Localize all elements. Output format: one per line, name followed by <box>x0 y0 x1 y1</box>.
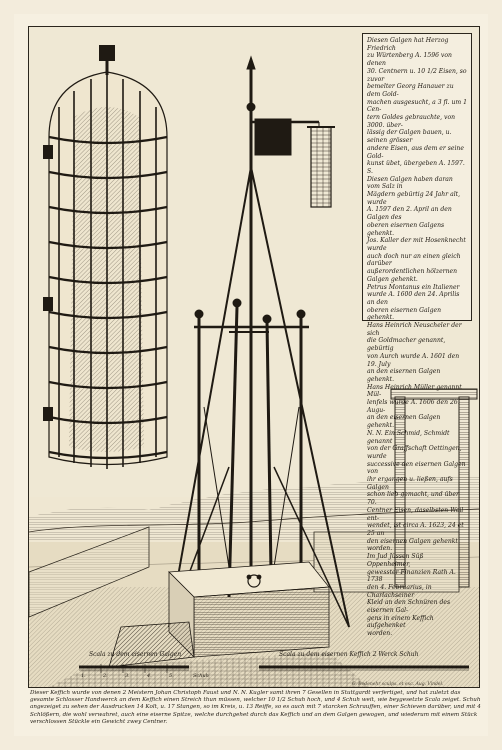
caption-line: machen ausgesucht, a 3 fl. um 1 Cen- <box>367 98 467 114</box>
bottom-description: Dieser Keffich wurde von denen 2 Meistern Johan Christoph Faust und N. N. Kugler samt ihren 7 Gesellen in Stuttgardt verfertiget, und hat zuletzt das gesamte Schlosser Handwerck an dem Keffich einen Streich thun müssen, welcher 10 1/2 Schuh hoch, und 4 Schuh weit, wie beygesetzte Scala zeiget. Schuh angezeiget zu sehen der Ausdrucken 14 Kolt, u. 17 Stangen, so im Kreis, u. 13 Reiffe, so es auch mit 7 starcken Schrauffen, einer Schieven darüber, und mit 4 Schlößern, die wohl verwahret, auch eine eiserne Spitze, welche durchgehet durch das Keffich und an dem Galgen gewogen, und wiederum mit einem Stück verschlossen Stückle ein Gewicht zwey Centner. <box>30 690 481 725</box>
caption-line: Hans Heinrich Neuscheler der sich <box>367 322 462 337</box>
caption-line: von der Graffschaft Oettingen, wurde <box>367 445 462 460</box>
caption-line: wurde A. 1600 den 24. Aprilis an den <box>367 291 460 306</box>
caption-line: successive den eisernen Galgen von <box>367 460 466 476</box>
caption-line: schon lieb gemacht, und über 70. <box>367 491 459 507</box>
caption-line: lässig der Galgen bauen, u. seinen grösser <box>367 129 452 145</box>
caption-line: Diesen Galgen haben daran vom Salz in <box>367 175 453 191</box>
caption-line: 30. Centnern u. 10 1/2 Eisen, so zuvor <box>367 67 467 83</box>
caption-line: kunst übet, übergeben A. 1597. S. <box>367 160 465 175</box>
scale-left-tick: 5. <box>169 673 174 679</box>
caption-line: Hans Heinrich Müller genannt Mül- <box>367 383 462 399</box>
scale-left-tick: 4. <box>147 673 152 679</box>
caption-line: gewesster Finanzien Rath A. 1738 <box>367 568 456 584</box>
scale-left-unit: Schuh <box>193 673 209 679</box>
caption-line: Jos. Kaller der mit Hosenknecht wurde <box>367 237 466 252</box>
caption-line: von Aurch wurde A. 1601 den 19. July <box>367 352 460 368</box>
caption-line: tern Goldes gebrauchte, von 3000. über- <box>367 114 456 129</box>
caption-line: gens in einem Keffich aufgehenket <box>367 614 434 630</box>
caption-line: außerordentlichen hölzernen Galgen gehenkt. <box>367 268 458 283</box>
caption-line: A. 1597 den 2. April an den Galgen des <box>367 206 452 222</box>
scale-left-tick: 1. <box>81 673 86 679</box>
caption-line: Mägdern gebürtig 24 Jahr alt, wurde <box>367 191 461 206</box>
caption-line: lenfels wurde A. 1606 den 26. Augu- <box>367 399 460 414</box>
caption-box <box>362 33 472 638</box>
caption-line: andere Eisen, aus dem er seine Gold- <box>367 144 464 160</box>
engraving-plate <box>28 26 480 688</box>
caption-line: Petrus Montanus ein Italiener <box>367 283 460 291</box>
caption-line: Centner Eisen, daselbsten Weil ent- <box>367 506 464 522</box>
caption-line: wendet, ist circa A. 1623, 24 et 25 an <box>367 522 464 537</box>
large-cage <box>43 45 167 469</box>
caption-line: Diesen Galgen hat Herzog Friedrich <box>367 37 449 52</box>
caption-line: bemelter Georg Hanauer zu dem Gold- <box>367 83 454 98</box>
small-cage <box>307 127 335 207</box>
caption-line: Im Jud Jüssen Süß Oppenheimer, <box>367 553 424 568</box>
caption-line: an den eisernen Galgen gehenkt. <box>367 368 441 383</box>
caption-line: an den eisernen Galgen gehenkt. <box>367 414 441 430</box>
caption-line: auch doch nur an einen gleich darüber <box>367 252 461 268</box>
scale-right-label: Scala zu dem eisernen Keffich 2 Werck Schuh <box>279 651 419 658</box>
caption-line: oberen eisernen Galgens gehenkt. <box>367 221 445 237</box>
caption-line: N. N. Ein Schmid, Schmidt genannt <box>367 429 450 445</box>
caption-line: oberen eisernen Galgen gehenkt. <box>367 306 442 322</box>
caption-line: Kleid an den Schnüren des eisernen Gal- <box>367 599 451 615</box>
scale-left-label: Scala zu dem eisernen Galgen <box>89 651 182 658</box>
caption-line: den eisernen Galgen gehenkt worden. <box>367 537 458 553</box>
scale-left-tick: 3. <box>125 673 130 679</box>
caption-line: den 4. Februarius, in Charlachseiner <box>367 583 432 599</box>
caption-line: die Goldmacher genannt, gebürtig <box>367 337 446 353</box>
caption-line: zu Würtenberg A. 1596 von denen <box>367 52 452 68</box>
caption-line: worden. <box>367 630 393 638</box>
scale-left-tick: 2. <box>103 673 108 679</box>
engraver-credit: G. Bodenehr sculps. et exc. Aug. Vindel. <box>352 682 444 687</box>
caption-line: ihr ergangen u. ließen, aufs Galgen <box>367 476 453 491</box>
